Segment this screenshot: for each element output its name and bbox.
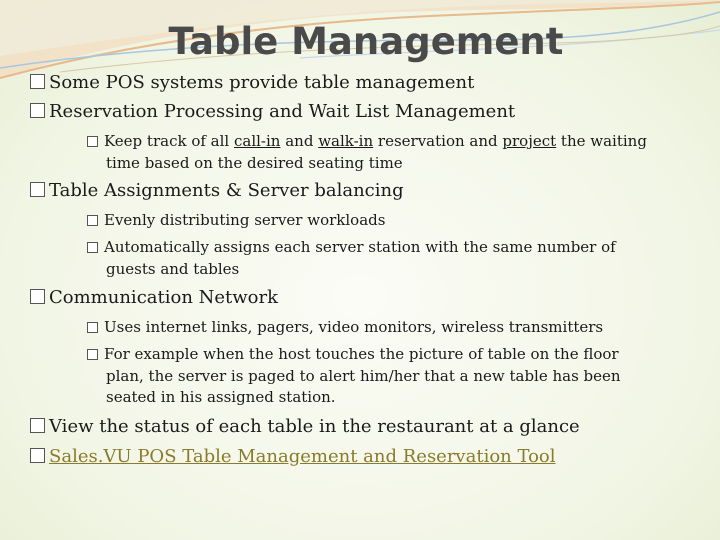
- checkbox-icon: [30, 103, 45, 118]
- checkbox-icon: [87, 136, 98, 147]
- bullet-continuation: time based on the desired seating time: [106, 154, 403, 172]
- bullet-level1: [30, 72, 474, 94]
- underlined-term: call-in: [233, 132, 281, 150]
- checkbox-icon: [87, 242, 98, 253]
- bullet-continuation: plan, the server is paged to alert him/her that a new table has been: [106, 367, 621, 385]
- slide-title: Table Management: [168, 20, 564, 63]
- bullet-text: Reservation Processing and Wait List Management: [49, 101, 516, 122]
- bullet-text: Automatically assigns each server station with the same number of: [104, 238, 616, 256]
- underlined-term: project: [502, 132, 557, 150]
- underlined-term: walk-in: [318, 132, 374, 150]
- bullet-text: Uses internet links, pagers, video monitors, wireless transmitters: [104, 318, 604, 336]
- bullet-text: and: [280, 132, 319, 150]
- checkbox-icon: [87, 349, 98, 360]
- bullet-text: reservation and: [373, 132, 503, 150]
- bullet-level2: [87, 131, 647, 151]
- bullet-text: View the status of each table in the restaurant at a glance: [49, 416, 580, 437]
- checkbox-icon: [30, 74, 45, 89]
- bullet-text: Some POS systems provide table management: [49, 72, 475, 93]
- checkbox-icon: [87, 322, 98, 333]
- bullet-level1: [30, 446, 556, 468]
- checkbox-icon: [30, 182, 45, 197]
- bullet-level1: [30, 416, 580, 438]
- bullet-level2: [87, 237, 616, 257]
- bullet-text: For example when the host touches the picture of table on the floor: [104, 345, 619, 363]
- bullet-continuation: seated in his assigned station.: [106, 388, 336, 406]
- bullet-level2: [87, 344, 619, 364]
- bullet-level2: [87, 317, 603, 337]
- checkbox-icon: [30, 289, 45, 304]
- bullet-continuation: guests and tables: [106, 260, 240, 278]
- bullet-text: Communication Network: [49, 287, 279, 308]
- checkbox-icon: [87, 215, 98, 226]
- bullet-level1: [30, 101, 515, 123]
- bullet-text: the waiting: [556, 132, 647, 150]
- bullet-text: Table Assignments & Server balancing: [49, 180, 404, 201]
- bullet-text: Keep track of all: [104, 132, 234, 150]
- bullet-level1: [30, 287, 278, 309]
- checkbox-icon: [30, 418, 45, 433]
- bullet-text: Evenly distributing server workloads: [104, 211, 386, 229]
- checkbox-icon: [30, 448, 45, 463]
- salesvu-link[interactable]: Sales.VU POS Table Management and Reservation Tool: [49, 446, 556, 467]
- bullet-level2: [87, 210, 385, 230]
- bullet-level1: [30, 180, 404, 202]
